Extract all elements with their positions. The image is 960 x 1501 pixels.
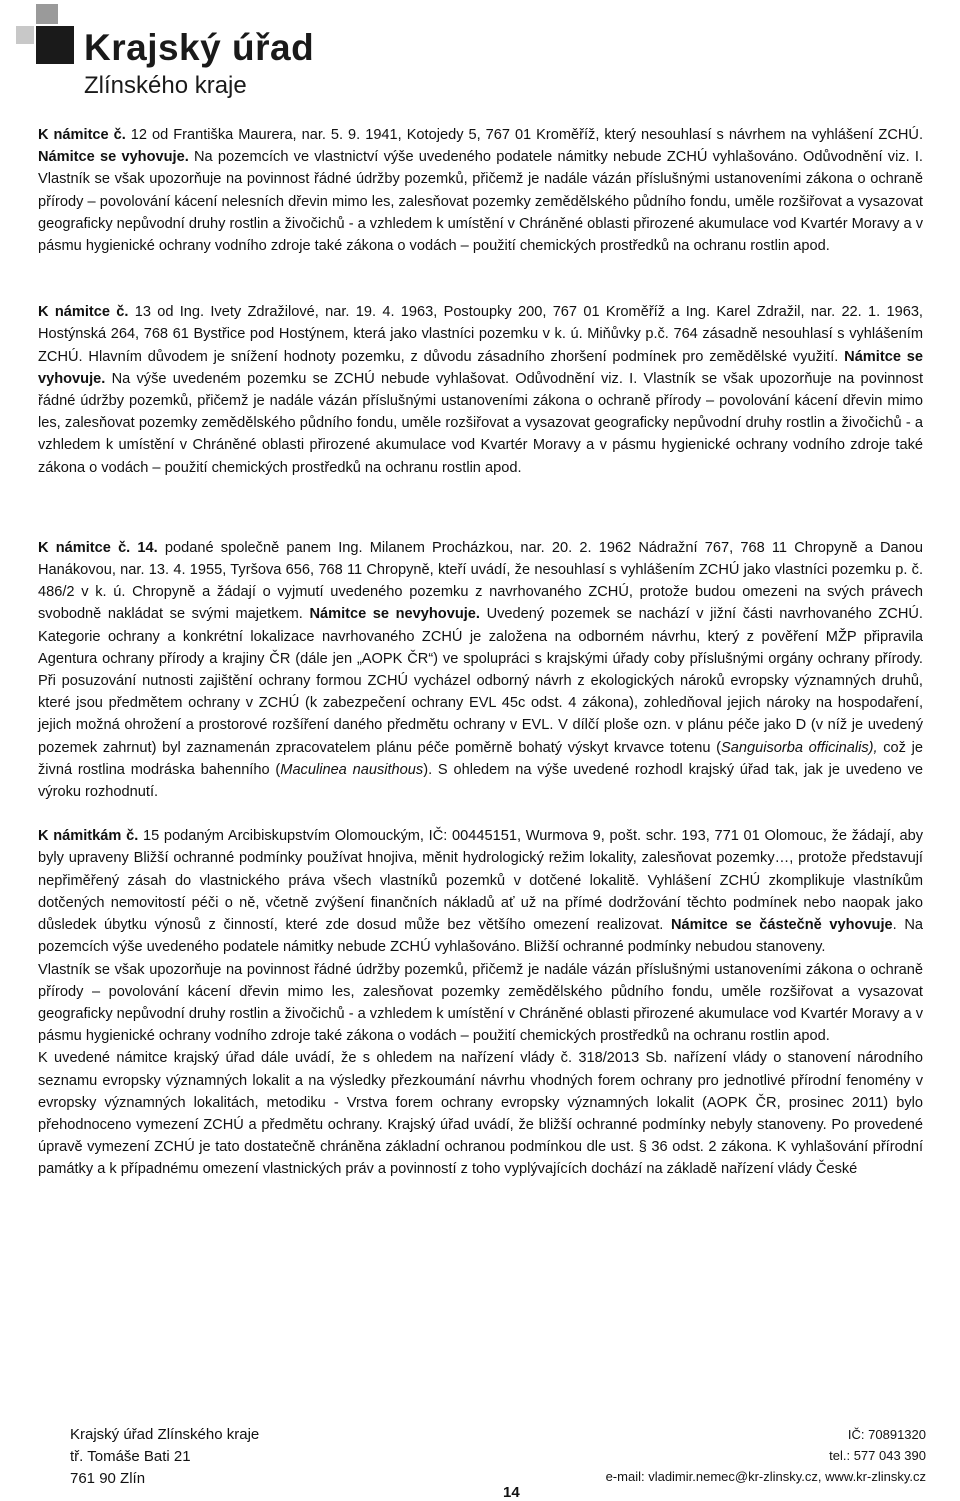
footer-address <box>70 1424 259 1490</box>
footer-ic: IČ: 70891320 <box>847 1427 926 1442</box>
objection-15-verdict: Námitce se částečně vyhovuje <box>671 917 893 934</box>
footer-email-web: e-mail: vladimir.nemec@kr-zlinsky.cz, www.kr-zlinsky.cz <box>605 1469 926 1484</box>
objection-14-verdict: Námitce se nevyhovuje. <box>309 606 480 623</box>
objection-14: K námitce č. 14. podané společně panem Ing. Milanem Procházkou, nar. 20. 2. 1962 Nádražní 767, 768 11 Chropyně a Danou Hanákovou, nar. 13. 4. 1955, Tyršova 656, 768 11 Chropyně, kteří uvádí, že nesouhlasí s vyhlášením ZCHÚ jako vlastníci pozemku p. č. 486/2 v k. ú. Chropyně a žádají o vyjmutí uvedeného pozemku z navrhovaného ZCHÚ, protože budou omezeni na svých právech svobodně nakládat se svými majetkem. Námitce se nevyhovuje. Uvedený pozemek se nachází v jižní části navrhovaného ZCHÚ. Kategorie ochrany a konkrétní lokalizace navrhovaného ZCHÚ je založena na odborném návrhu, který z pověření MŽP připravila Agentura ochrany přírody a krajiny ČR (dále jen „AOPK ČR“) ve spolupráci s krajskými úřady coby příslušnými orgány ochrany přírody. Při posuzování nutnosti zajištění ochrany formou ZCHÚ vycházel odborný návrh z ekologických nároků evropsky významných druhů, které jsou předmětem ochrany v ZCHÚ (k zabezpečení ochrany EVL 45c odst. 4 zákona), zohledňoval jejich nároky na hospodaření, jejich možná ohrožení a prostorové rozšíření daného předmětu ochrany v EVL. V dílčí ploše ozn. v plánu péče jako D (v níž je uvedený pozemek zahrnut) byl zaznamenán zpracovatelem plánu péče poměrně bohatý výskyt krvavce totenu (Sanguisorba officinalis), což je živná rostlina modráska bahenního (Maculinea nausithous). S ohledem na výše uvedené rozhodl krajský úřad tak, jak je uvedeno ve výroku rozhodnutí. <box>38 539 923 801</box>
footer-street: tř. Tomáše Bati 21 <box>70 1448 191 1465</box>
objection-13-heading: K námitce č. <box>38 304 129 321</box>
objection-13-verdict: Námitce se vyhovuje. <box>38 348 923 387</box>
objection-12-heading: K námitce č. <box>38 127 126 143</box>
objection-15: K námitkám č. 15 podaným Arcibiskupstvím Olomouckým, IČ: 00445151, Wurmova 9, pošt. schr. 193, 771 01 Olomouc, že žádají, aby byly upraveny Bližší ochranné podmínky používat hnojiva, měnit hydrologický režim lokality, zalesňovat pozemky…, protože představují nepřiměřený zásah do vlastnického práva všech vlastníků pozemků v dotčené lokalitě. Vyhlášení ZCHÚ zkomplikuje vlastníkům dotčených nemovitostí péči o ně, včetně zvýšení finančních nákladů ať už na přímé dodržování těchto podmínek nebo naopak jako důsledek úbytku výnosů z činností, které zde dosud může bez většího omezení realizovat. Námitce se částečně vyhovuje. Na pozemcích výše uvedeného podatele námitky nebude ZCHÚ vyhlašováno. Bližší ochranné podmínky nebudou stanoveny. <box>38 828 923 956</box>
logo-subtitle: Zlínského kraje <box>84 72 247 99</box>
objection-15-heading: K námitkám č. <box>38 828 139 845</box>
objection-15-additional: K uvedené námitce krajský úřad dále uvádí, že s ohledem na nařízení vlády č. 318/2013 Sb. nařízení vlády o stanovení národního seznamu evropsky významných lokalit a na výsledky přezkoumání návrhu vhodných forem ochrany pro jednotlivé přírodní fenomény v evropsky významných lokalitách, metodiku - Vrstva forem ochrany evropsky významných lokalit (AOPK ČR, prosinec 2011) bylo přehodnoceno vymezení ZCHÚ a předmětu ochrany. Krajský úřad uvádí, že bližší ochranné podmínky nebyly stanoveny. Po provedené úpravě vymezení ZCHÚ je tato dostatečně chráněna základní ochranou podmínkou dle ust. § 36 odst. 2 zákona. K vyhlašování přírodní památky a k případnému omezení vlastnických práv a povinností z toho vyplývajících dochází na základě nařízení vlády České <box>38 1050 923 1178</box>
footer-org: Krajský úřad Zlínského kraje <box>70 1426 260 1443</box>
footer-city: 761 90 Zlín <box>70 1470 146 1487</box>
logo <box>16 4 316 100</box>
objection-12-verdict: Námitce se vyhovuje. <box>38 149 189 166</box>
objection-15-owner-note: Vlastník se však upozorňuje na povinnost řádné údržby pozemků, přičemž je nadále vázán příslušnými ustanoveními zákona o ochraně přírody – povolování kácení dřevin mimo les, zalesňovat pozemky zemědělského půdního fondu, uměle rozšiřovat a vysazovat geograficky nepůvodní druhy rostlin a živočichů - a vzhledem k umístění v Chráněné oblasti přirozené akumulace vod Kvartér Moravy a v pásmu hygienické ochrany vodního zdroje také zákona o vodách – použití chemických prostředků na ochranu rostlin apod. <box>38 961 923 1045</box>
logo-name: Krajský úřad <box>84 27 315 68</box>
footer-tel: tel.: 577 043 390 <box>829 1448 926 1463</box>
footer-contact <box>606 1424 926 1487</box>
objection-12: K námitce č. 12 od Františka Maurera, nar. 5. 9. 1941, Kotojedy 5, 767 01 Kroměříž, který nesouhlasí s návrhem na vyhlášení ZCHÚ. Námitce se vyhovuje. Na pozemcích ve vlastnictví výše uvedeného podatele námitky nebude ZCHÚ vyhlašováno. Odůvodnění viz. I. Vlastník se však upozorňuje na povinnost řádné údržby pozemků, přičemž je nadále vázán příslušnými ustanoveními zákona o ochraně přírody – povolování kácení nelesních dřevin mimo les, zalesňovat pozemky zemědělského půdního fondu, uměle rozšiřovat a vysazovat geograficky nepůvodní druhy rostlin a živočichů - a vzhledem k umístění v Chráněné oblasti přirozené akumulace vod Kvartér Moravy a v pásmu hygienické ochrany vodního zdroje také zákona o vodách – použití chemických prostředků na ochranu rostlin apod. <box>38 127 923 255</box>
objection-13: K námitce č. 13 od Ing. Ivety Zdražilové, nar. 19. 4. 1963, Postoupky 200, 767 01 Kroměříž a Ing. Karel Zdražil, nar. 22. 1. 1963, Hostýnská 264, 768 61 Bystřice pod Hostýnem, která jako vlastníci pozemku v k. ú. Miňůvky p.č. 764 zásadně nesouhlasí s vyhlášením ZCHÚ. Hlavním důvodem je snížení hodnoty pozemku, z důvodu zásadního zhoršení podmínek pro zemědělské využití. Námitce se vyhovuje. Na výše uvedeném pozemku se ZCHÚ nebude vyhlašovat. Odůvodnění viz. I. Vlastník se však upozorňuje na povinnost řádné údržby pozemků, přičemž je nadále vázán příslušnými ustanoveními zákona o ochraně přírody – povolování kácení dřevin mimo les, zalesňovat pozemky zemědělského půdního fondu, uměle rozšiřovat a vysazovat geograficky nepůvodní druhy rostlin a živočichů - a vzhledem k umístění v Chráněné oblasti přirozené akumulace vod Kvartér Moravy a v pásmu hygienické ochrany vodního zdroje také zákona o vodách – použití chemických prostředků na ochranu rostlin apod. <box>38 304 923 476</box>
document-body <box>38 124 923 1181</box>
logo-squares-icon <box>16 4 76 64</box>
page-number: 14 <box>503 1484 520 1501</box>
objection-14-heading: K námitce č. 14. <box>38 539 158 556</box>
